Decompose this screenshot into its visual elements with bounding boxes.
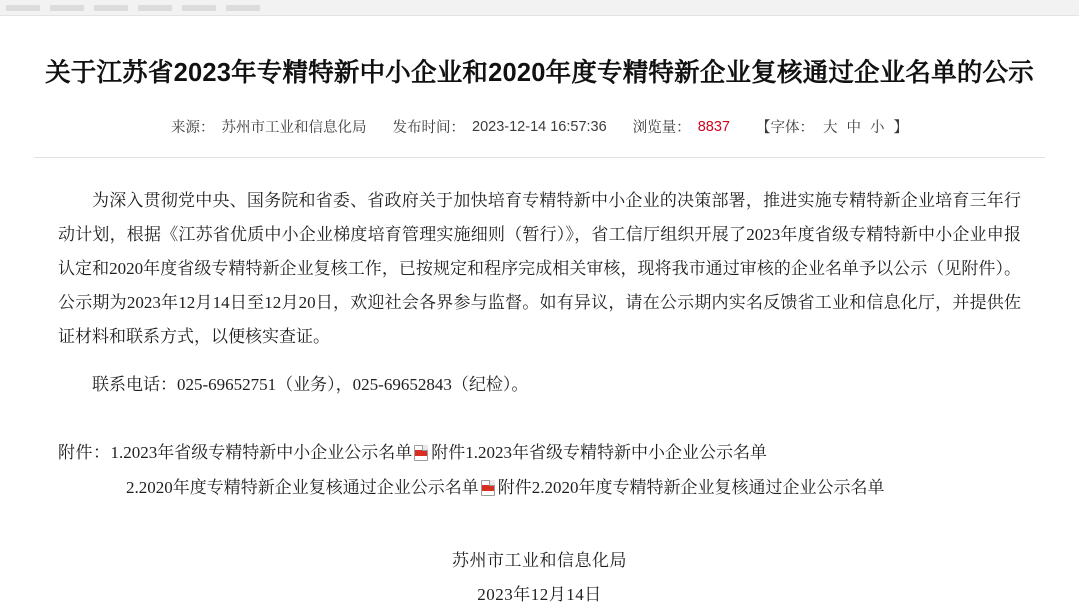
- body-paragraph-1: 为深入贯彻党中央、国务院和省委、省政府关于加快培育专精特新中小企业的决策部署，推进实施专精特新企业培育三年行动计划，根据《江苏省优质中小企业梯度培育管理实施细则（暂行）》，省工信厅组织开展了2023年度省级专精特新中小企业申报认定和2020年度省级专精特新企业复核工作，已按规定和程序完成相关审核，现将我市通过审核的企业名单予以公示（见附件）。公示期为2023年12月14日至12月20日，欢迎社会各界参与监督。如有异议，请在公示期内实名反馈省工业和信息化厅，并提供佐证材料和联系方式，以便核实查证。: [58, 191, 1021, 347]
- article-container: [0, 56, 1079, 612]
- signature-date: 2023年12月14日: [477, 585, 602, 605]
- page-title: 关于江苏省2023年专精特新中小企业和2020年度专精特新企业复核通过企业名单的公示: [45, 59, 1034, 87]
- attachment-title-2: 2020年度专精特新企业复核通过企业公示名单: [138, 478, 479, 498]
- font-size-switcher: [756, 116, 908, 137]
- header-divider: [34, 157, 1045, 158]
- chrome-chip: [182, 5, 216, 11]
- meta-source-value: 苏州市工业和信息化局: [221, 120, 367, 137]
- attachment-index-2: 2.: [126, 478, 139, 498]
- chrome-chip: [138, 5, 172, 11]
- meta-views: [633, 116, 730, 137]
- meta-source: [171, 116, 367, 137]
- font-size-small-button[interactable]: 小: [869, 120, 885, 137]
- chrome-chip: [6, 5, 40, 11]
- attachment-row-1: [58, 436, 1021, 471]
- chrome-chip: [94, 5, 128, 11]
- article-body: [34, 184, 1045, 402]
- meta-source-label: 来源：: [171, 120, 215, 137]
- chrome-chip: [50, 5, 84, 11]
- font-size-large-button[interactable]: 大: [822, 120, 838, 137]
- meta-publish-label: 发布时间：: [392, 120, 466, 137]
- font-size-medium-button[interactable]: 中: [846, 120, 861, 137]
- font-size-prefix: 【字体：: [755, 120, 814, 137]
- browser-chrome-strip: [0, 0, 1079, 16]
- meta-views-value: 8837: [697, 118, 730, 135]
- attachments-label: 附件：: [58, 443, 111, 463]
- meta-publish-time: [393, 116, 607, 137]
- chrome-chip: [226, 5, 260, 11]
- attachment-index-1: 1.: [110, 443, 124, 463]
- pdf-file-icon: [481, 480, 495, 496]
- article-meta: [34, 116, 1045, 137]
- font-size-suffix: 】: [893, 120, 908, 137]
- attachment-row-2: [58, 471, 1021, 506]
- meta-publish-value: 2023-12-14 16:57:36: [472, 118, 607, 135]
- attachment-link-1[interactable]: 附件1.2023年省级专精特新中小企业公示名单: [431, 443, 767, 463]
- attachment-link-2[interactable]: 附件2.2020年度专精特新企业复核通过企业公示名单: [497, 478, 885, 498]
- signature-organization: 苏州市工业和信息化局: [452, 551, 627, 571]
- attachment-title-1: 2023年省级专精特新中小企业公示名单: [123, 443, 413, 463]
- attachments-section: [34, 436, 1045, 506]
- meta-views-label: 浏览量：: [632, 120, 691, 137]
- pdf-file-icon: [414, 445, 428, 461]
- body-paragraph-2: 联系电话：025-69652751（业务），025-69652843（纪检）。: [92, 375, 529, 395]
- signature-block: [34, 544, 1045, 612]
